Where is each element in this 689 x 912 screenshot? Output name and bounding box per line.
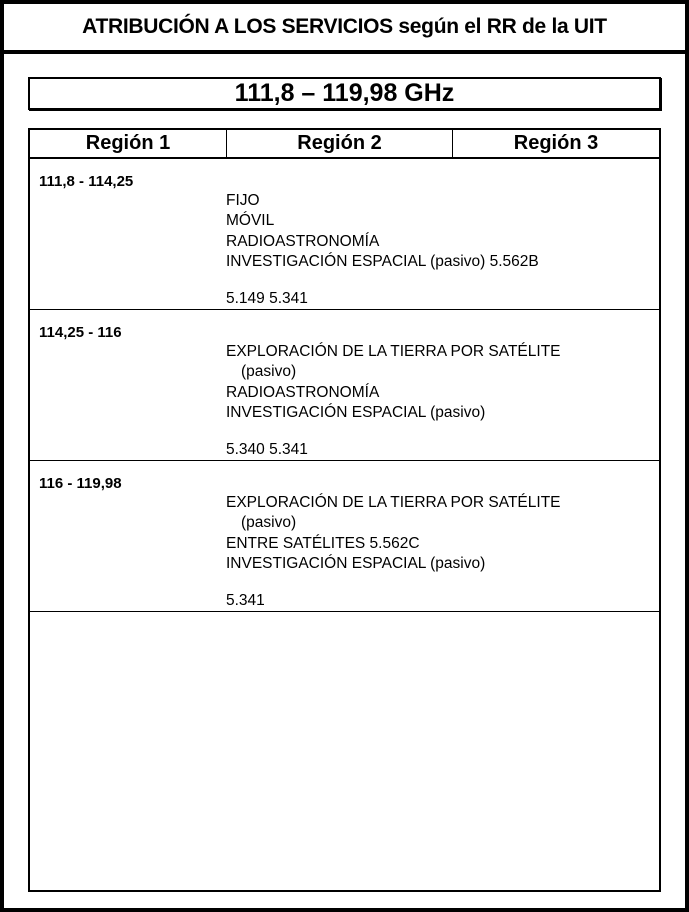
column-header-region-1: Región 1	[30, 130, 227, 157]
table-header	[30, 130, 659, 159]
table-row	[30, 310, 659, 461]
page-title: ATRIBUCIÓN A LOS SERVICIOS según el RR de la UIT	[4, 4, 685, 54]
service-list	[226, 493, 561, 574]
footnote-references: 5.341	[226, 592, 265, 609]
column-header-region-3: Región 3	[513, 132, 599, 154]
service-item: INVESTIGACIÓN ESPACIAL (pasivo)	[226, 554, 486, 572]
service-item: (pasivo)	[241, 514, 297, 532]
service-item: EXPLORACIÓN DE LA TIERRA POR SATÉLITE	[226, 343, 561, 360]
allocation-table	[28, 128, 661, 892]
frequency-range: 111,8 - 114,25	[39, 173, 134, 190]
service-item: RADIOASTRONOMÍA	[226, 232, 380, 250]
table-row	[30, 159, 659, 310]
service-item: EXPLORACIÓN DE LA TIERRA POR SATÉLITE	[226, 494, 561, 511]
service-item: ENTRE SATÉLITES 5.562C	[226, 534, 420, 552]
service-item: INVESTIGACIÓN ESPACIAL (pasivo) 5.562B	[226, 252, 539, 270]
frequency-range: 116 - 119,98	[39, 475, 122, 492]
service-item: (pasivo)	[241, 363, 297, 381]
column-header-region-2: Región 2	[227, 130, 453, 157]
frequency-band-title: 111,8 – 119,98 GHz	[28, 77, 661, 110]
frequency-range: 114,25 - 116	[39, 324, 122, 341]
service-list	[226, 191, 539, 272]
table-row	[30, 461, 659, 612]
service-list	[226, 342, 561, 423]
service-item: RADIOASTRONOMÍA	[226, 383, 380, 401]
footnote-references: 5.149 5.341	[226, 290, 308, 307]
service-item: FIJO	[226, 192, 260, 209]
service-item: MÓVIL	[226, 212, 275, 230]
service-item: INVESTIGACIÓN ESPACIAL (pasivo)	[226, 403, 486, 421]
footnote-references: 5.340 5.341	[226, 441, 308, 458]
